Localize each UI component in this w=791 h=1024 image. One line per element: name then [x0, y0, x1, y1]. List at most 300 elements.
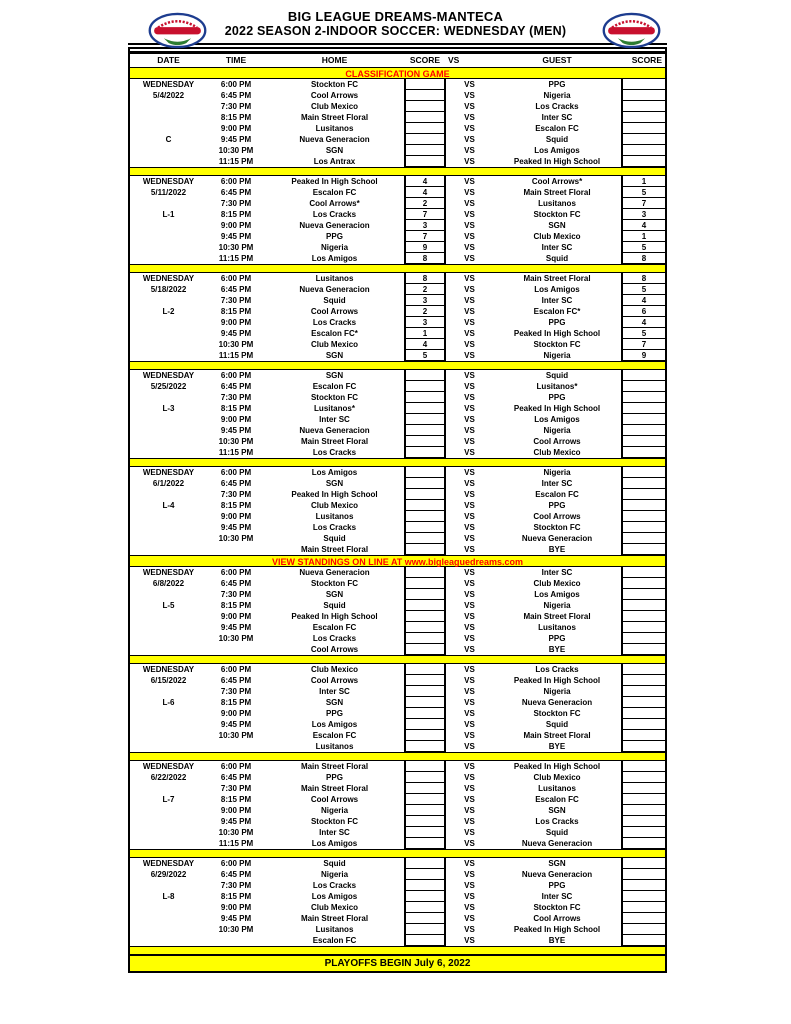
home-score-cell — [404, 664, 446, 675]
guest-team-cell: Main Street Floral — [523, 731, 591, 740]
vs-cell: VS — [464, 817, 475, 826]
time-cell: 6:45 PM — [220, 870, 252, 879]
home-team-cell: PPG — [326, 232, 343, 241]
game-row — [130, 772, 665, 783]
home-team-cell: Peaked In High School — [291, 177, 378, 186]
time-cell: 6:00 PM — [220, 859, 252, 868]
game-row — [130, 500, 665, 511]
guest-team-cell: BYE — [548, 936, 566, 945]
guest-score-cell — [621, 644, 665, 655]
document-header — [0, 0, 791, 39]
home-score-cell — [404, 134, 446, 145]
home-score-cell — [404, 567, 446, 578]
home-team-cell: Stockton FC — [310, 579, 359, 588]
date-cell — [130, 838, 207, 849]
vs-cell: VS — [464, 839, 475, 848]
date-cell — [130, 511, 207, 522]
home-score-cell — [404, 544, 446, 555]
guest-team-cell: Nueva Generacion — [521, 698, 593, 707]
home-team-cell: Club Mexico — [310, 903, 359, 912]
guest-team-cell: Cool Arrows — [533, 512, 581, 521]
guest-team-cell: BYE — [548, 545, 566, 554]
week-block-6-22-2022 — [130, 761, 665, 849]
vs-cell: VS — [464, 351, 475, 360]
date-cell: 5/18/2022 — [150, 285, 187, 294]
game-row — [130, 913, 665, 924]
date-cell — [130, 611, 207, 622]
home-score-cell — [404, 838, 446, 849]
guest-score-cell — [621, 827, 665, 838]
vs-cell: VS — [464, 936, 475, 945]
home-score-cell — [404, 90, 446, 101]
guest-team-cell: Escalon FC — [535, 795, 579, 804]
home-team-cell: Cool Arrows — [310, 795, 359, 804]
guest-team-cell: Main Street Floral — [523, 612, 591, 621]
time-cell: 11:15 PM — [218, 254, 254, 263]
home-score-cell — [404, 858, 446, 869]
home-team-cell: Los Cracks — [312, 318, 357, 327]
game-row — [130, 90, 665, 101]
vs-cell: VS — [464, 903, 475, 912]
view-standings-banner: VIEW STANDINGS ON LINE AT www.bigleaguedreams.com — [130, 555, 665, 567]
home-score-cell — [404, 447, 446, 458]
guest-score-cell — [621, 719, 665, 730]
home-team-cell: Los Amigos — [311, 892, 358, 901]
home-score-cell — [404, 436, 446, 447]
vs-cell: VS — [464, 501, 475, 510]
column-header-row — [130, 54, 665, 67]
time-cell: 6:45 PM — [220, 676, 252, 685]
guest-score-cell — [621, 79, 665, 90]
game-row — [130, 112, 665, 123]
vs-cell: VS — [464, 243, 475, 252]
date-cell — [130, 295, 207, 306]
date-cell — [130, 156, 207, 167]
vs-cell: VS — [464, 199, 475, 208]
week-label-cell: L-7 — [162, 795, 175, 804]
time-cell: 6:45 PM — [220, 479, 252, 488]
guest-team-cell: Nigeria — [543, 468, 571, 477]
guest-score-cell: 4 — [621, 317, 665, 328]
time-cell: 10:30 PM — [218, 243, 254, 252]
guest-score-cell — [621, 467, 665, 478]
vs-cell: VS — [464, 221, 475, 230]
day-cell: WEDNESDAY — [142, 859, 195, 868]
home-score-cell — [404, 741, 446, 752]
separator-band — [130, 264, 665, 273]
home-score-cell — [404, 761, 446, 772]
home-score-cell: 2 — [404, 306, 446, 317]
time-cell: 6:00 PM — [220, 80, 252, 89]
guest-score-cell: 4 — [621, 220, 665, 231]
home-team-cell: Cool Arrows — [310, 676, 359, 685]
guest-score-cell — [621, 675, 665, 686]
date-cell — [130, 123, 207, 134]
date-cell — [130, 880, 207, 891]
time-cell: 7:30 PM — [220, 490, 252, 499]
game-row — [130, 589, 665, 600]
time-cell: 10:30 PM — [218, 340, 254, 349]
home-team-cell: Nueva Generacion — [299, 221, 370, 230]
home-score-cell — [404, 891, 446, 902]
guest-score-cell — [621, 578, 665, 589]
guest-score-cell: 9 — [621, 350, 665, 361]
game-row — [130, 145, 665, 156]
guest-score-cell — [621, 708, 665, 719]
guest-score-cell — [621, 134, 665, 145]
home-team-cell: Inter SC — [319, 415, 350, 424]
guest-score-cell — [621, 783, 665, 794]
time-cell: 8:15 PM — [220, 307, 252, 316]
date-cell: 6/22/2022 — [150, 773, 187, 782]
home-team-cell: Peaked In High School — [291, 490, 378, 499]
time-cell: 9:45 PM — [220, 232, 252, 241]
home-team-cell: Inter SC — [319, 687, 350, 696]
game-row — [130, 350, 665, 361]
vs-cell: VS — [464, 393, 475, 402]
home-score-cell: 3 — [404, 317, 446, 328]
time-cell: 11:15 PM — [218, 448, 254, 457]
home-team-cell: Escalon FC — [312, 382, 357, 391]
home-team-cell: Main Street Floral — [300, 784, 369, 793]
home-score-cell: 4 — [404, 187, 446, 198]
date-cell — [130, 935, 207, 946]
day-cell: WEDNESDAY — [142, 762, 195, 771]
game-row — [130, 403, 665, 414]
home-score-cell: 8 — [404, 253, 446, 264]
game-row — [130, 489, 665, 500]
guest-score-cell — [621, 370, 665, 381]
date-cell — [130, 589, 207, 600]
vs-cell: VS — [464, 762, 475, 771]
time-cell — [207, 741, 265, 752]
game-row — [130, 381, 665, 392]
home-score-cell: 5 — [404, 350, 446, 361]
time-cell: 9:45 PM — [220, 426, 252, 435]
home-score-cell — [404, 123, 446, 134]
game-row — [130, 522, 665, 533]
time-cell: 9:00 PM — [220, 806, 252, 815]
guest-score-cell — [621, 145, 665, 156]
vs-cell: VS — [464, 468, 475, 477]
game-row — [130, 253, 665, 264]
date-cell — [130, 198, 207, 209]
guest-team-cell: Stockton FC — [533, 903, 581, 912]
guest-score-cell — [621, 500, 665, 511]
home-score-cell — [404, 708, 446, 719]
game-row — [130, 869, 665, 880]
guest-team-cell: Peaked In High School — [513, 925, 601, 934]
vs-cell: VS — [464, 645, 475, 654]
time-cell: 9:45 PM — [220, 329, 252, 338]
vs-cell: VS — [464, 612, 475, 621]
guest-score-cell — [621, 761, 665, 772]
week-block-6-29-2022 — [130, 858, 665, 946]
home-team-cell: Main Street Floral — [300, 762, 369, 771]
date-cell — [130, 719, 207, 730]
week-block-5-11-2022 — [130, 176, 665, 264]
date-cell: 5/4/2022 — [152, 91, 185, 100]
game-row — [130, 816, 665, 827]
home-team-cell: Nigeria — [320, 870, 349, 879]
vs-cell: VS — [464, 448, 475, 457]
guest-team-cell: Cool Arrows* — [531, 177, 583, 186]
home-score-cell: 4 — [404, 176, 446, 187]
home-team-cell: Los Cracks — [312, 881, 357, 890]
date-cell — [130, 253, 207, 264]
date-cell — [130, 730, 207, 741]
guest-team-cell: Stockton FC — [533, 340, 581, 349]
guest-score-cell — [621, 611, 665, 622]
time-cell: 11:15 PM — [218, 839, 254, 848]
date-cell — [130, 816, 207, 827]
game-row — [130, 675, 665, 686]
vs-cell: VS — [464, 590, 475, 599]
game-row — [130, 209, 665, 220]
date-cell — [130, 913, 207, 924]
separator-band — [130, 849, 665, 858]
date-cell: 6/1/2022 — [152, 479, 185, 488]
home-team-cell: Escalon FC — [312, 188, 357, 197]
home-score-cell — [404, 500, 446, 511]
date-cell — [130, 544, 207, 555]
home-score-cell — [404, 589, 446, 600]
home-score-cell — [404, 869, 446, 880]
time-cell: 8:15 PM — [220, 404, 252, 413]
vs-cell: VS — [464, 437, 475, 446]
guest-team-cell: Cool Arrows — [533, 437, 581, 446]
home-score-cell — [404, 79, 446, 90]
game-row — [130, 79, 665, 90]
vs-cell: VS — [464, 676, 475, 685]
game-row — [130, 220, 665, 231]
vs-cell: VS — [464, 177, 475, 186]
home-team-cell: Escalon FC — [312, 936, 357, 945]
guest-score-cell — [621, 522, 665, 533]
game-row — [130, 644, 665, 655]
date-cell — [130, 425, 207, 436]
home-team-cell: Squid — [323, 601, 346, 610]
vs-cell: VS — [464, 795, 475, 804]
guest-team-cell: Lusitanos — [538, 199, 576, 208]
home-team-cell: SGN — [325, 146, 344, 155]
home-score-cell — [404, 816, 446, 827]
time-cell: 9:45 PM — [220, 720, 252, 729]
guest-score-cell — [621, 858, 665, 869]
vs-cell: VS — [464, 534, 475, 543]
guest-team-cell: Inter SC — [541, 243, 573, 252]
time-cell: 9:00 PM — [220, 612, 252, 621]
home-score-cell — [404, 686, 446, 697]
guest-score-cell — [621, 403, 665, 414]
date-cell: 6/15/2022 — [150, 676, 187, 685]
time-cell: 8:15 PM — [220, 501, 252, 510]
guest-team-cell: PPG — [548, 501, 566, 510]
time-cell: 9:00 PM — [220, 903, 252, 912]
day-cell: WEDNESDAY — [142, 177, 195, 186]
vs-cell: VS — [464, 806, 475, 815]
vs-cell: VS — [464, 742, 475, 751]
guest-score-cell — [621, 425, 665, 436]
vs-cell: VS — [464, 512, 475, 521]
home-score-cell — [404, 392, 446, 403]
vs-cell: VS — [464, 914, 475, 923]
guest-score-cell: 3 — [621, 209, 665, 220]
home-team-cell: Cool Arrows — [310, 91, 359, 100]
vs-cell: VS — [464, 318, 475, 327]
vs-cell: VS — [464, 870, 475, 879]
guest-score-cell — [621, 381, 665, 392]
home-score-cell: 3 — [404, 295, 446, 306]
day-cell: WEDNESDAY — [142, 468, 195, 477]
time-cell: 6:45 PM — [220, 91, 252, 100]
home-team-cell: Nueva Generacion — [299, 426, 370, 435]
vs-cell: VS — [464, 773, 475, 782]
guest-team-cell: Los Amigos — [534, 415, 580, 424]
week-label-cell: L-4 — [162, 501, 175, 510]
date-cell — [130, 112, 207, 123]
home-score-cell — [404, 772, 446, 783]
guest-score-cell — [621, 123, 665, 134]
vs-cell: VS — [464, 426, 475, 435]
guest-team-cell: Nueva Generacion — [521, 534, 593, 543]
date-cell — [130, 644, 207, 655]
guest-team-cell: Stockton FC — [533, 210, 581, 219]
guest-score-cell — [621, 101, 665, 112]
date-cell — [130, 741, 207, 752]
game-row — [130, 622, 665, 633]
vs-cell: VS — [464, 828, 475, 837]
game-row — [130, 633, 665, 644]
game-row — [130, 425, 665, 436]
home-team-cell: Stockton FC — [310, 817, 359, 826]
guest-team-cell: Club Mexico — [533, 579, 581, 588]
guest-team-cell: Nueva Generacion — [521, 870, 593, 879]
date-cell: 6/29/2022 — [150, 870, 187, 879]
time-cell: 10:30 PM — [218, 634, 254, 643]
game-row — [130, 156, 665, 167]
vs-cell: VS — [464, 124, 475, 133]
home-score-cell — [404, 101, 446, 112]
home-team-cell: Nigeria — [320, 243, 349, 252]
vs-cell: VS — [464, 665, 475, 674]
home-team-cell: SGN — [325, 590, 344, 599]
week-block-5-4-2022 — [130, 79, 665, 167]
guest-team-cell: Lusitanos — [538, 623, 576, 632]
home-team-cell: Los Antrax — [313, 157, 356, 166]
home-team-cell: SGN — [325, 371, 344, 380]
date-cell — [130, 145, 207, 156]
time-cell: 10:30 PM — [218, 437, 254, 446]
game-row — [130, 708, 665, 719]
guest-team-cell: Nigeria — [543, 687, 571, 696]
guest-score-cell — [621, 633, 665, 644]
game-row — [130, 436, 665, 447]
vs-cell: VS — [464, 731, 475, 740]
home-team-cell: Nueva Generacion — [299, 568, 370, 577]
vs-cell: VS — [464, 881, 475, 890]
classification-game-banner: CLASSIFICATION GAME — [130, 67, 665, 79]
date-cell: 5/25/2022 — [150, 382, 187, 391]
game-row — [130, 447, 665, 458]
separator-band — [130, 361, 665, 370]
date-cell — [130, 339, 207, 350]
time-cell: 10:30 PM — [218, 534, 254, 543]
column-header-home: HOME — [321, 55, 348, 65]
vs-cell: VS — [464, 545, 475, 554]
guest-team-cell: Squid — [545, 254, 569, 263]
home-score-cell — [404, 805, 446, 816]
guest-score-cell — [621, 794, 665, 805]
guest-score-cell: 8 — [621, 273, 665, 284]
day-cell: WEDNESDAY — [142, 568, 195, 577]
game-row — [130, 328, 665, 339]
guest-score-cell — [621, 544, 665, 555]
vs-cell: VS — [464, 80, 475, 89]
home-score-cell — [404, 794, 446, 805]
date-cell — [130, 805, 207, 816]
time-cell: 11:15 PM — [218, 351, 254, 360]
vs-cell: VS — [464, 188, 475, 197]
game-row — [130, 392, 665, 403]
guest-team-cell: Los Amigos — [534, 146, 580, 155]
home-score-cell — [404, 381, 446, 392]
guest-team-cell: Cool Arrows — [533, 914, 581, 923]
time-cell: 8:15 PM — [220, 892, 252, 901]
guest-team-cell: Nigeria — [543, 91, 571, 100]
week-block-5-18-2022 — [130, 273, 665, 361]
home-team-cell: Lusitanos* — [314, 404, 355, 413]
home-score-cell — [404, 403, 446, 414]
date-cell — [130, 350, 207, 361]
game-row — [130, 123, 665, 134]
vs-cell: VS — [464, 232, 475, 241]
guest-score-cell — [621, 600, 665, 611]
home-team-cell: SGN — [325, 479, 344, 488]
guest-score-cell — [621, 112, 665, 123]
guest-team-cell: Main Street Floral — [523, 188, 591, 197]
column-header-guest: GUEST — [542, 55, 572, 65]
home-score-cell — [404, 370, 446, 381]
vs-cell: VS — [464, 623, 475, 632]
game-row — [130, 242, 665, 253]
guest-team-cell: PPG — [548, 80, 566, 89]
vs-cell: VS — [464, 254, 475, 263]
guest-team-cell: Los Cracks — [535, 665, 579, 674]
time-cell: 10:30 PM — [218, 925, 254, 934]
home-team-cell: Lusitanos — [315, 274, 354, 283]
game-row — [130, 414, 665, 425]
guest-score-cell — [621, 924, 665, 935]
time-cell: 9:45 PM — [220, 623, 252, 632]
guest-team-cell: Nigeria — [543, 601, 571, 610]
vs-cell: VS — [464, 296, 475, 305]
guest-team-cell: SGN — [548, 221, 566, 230]
game-row — [130, 891, 665, 902]
time-cell — [207, 935, 265, 946]
time-cell: 9:45 PM — [220, 914, 252, 923]
day-cell: WEDNESDAY — [142, 371, 195, 380]
guest-team-cell: BYE — [548, 742, 566, 751]
home-team-cell: Squid — [323, 859, 346, 868]
time-cell: 6:00 PM — [220, 371, 252, 380]
guest-team-cell: SGN — [548, 859, 566, 868]
game-row — [130, 805, 665, 816]
home-team-cell: Squid — [323, 534, 346, 543]
guest-team-cell: Nigeria — [543, 426, 571, 435]
time-cell: 9:00 PM — [220, 318, 252, 327]
guest-team-cell: Club Mexico — [533, 773, 581, 782]
